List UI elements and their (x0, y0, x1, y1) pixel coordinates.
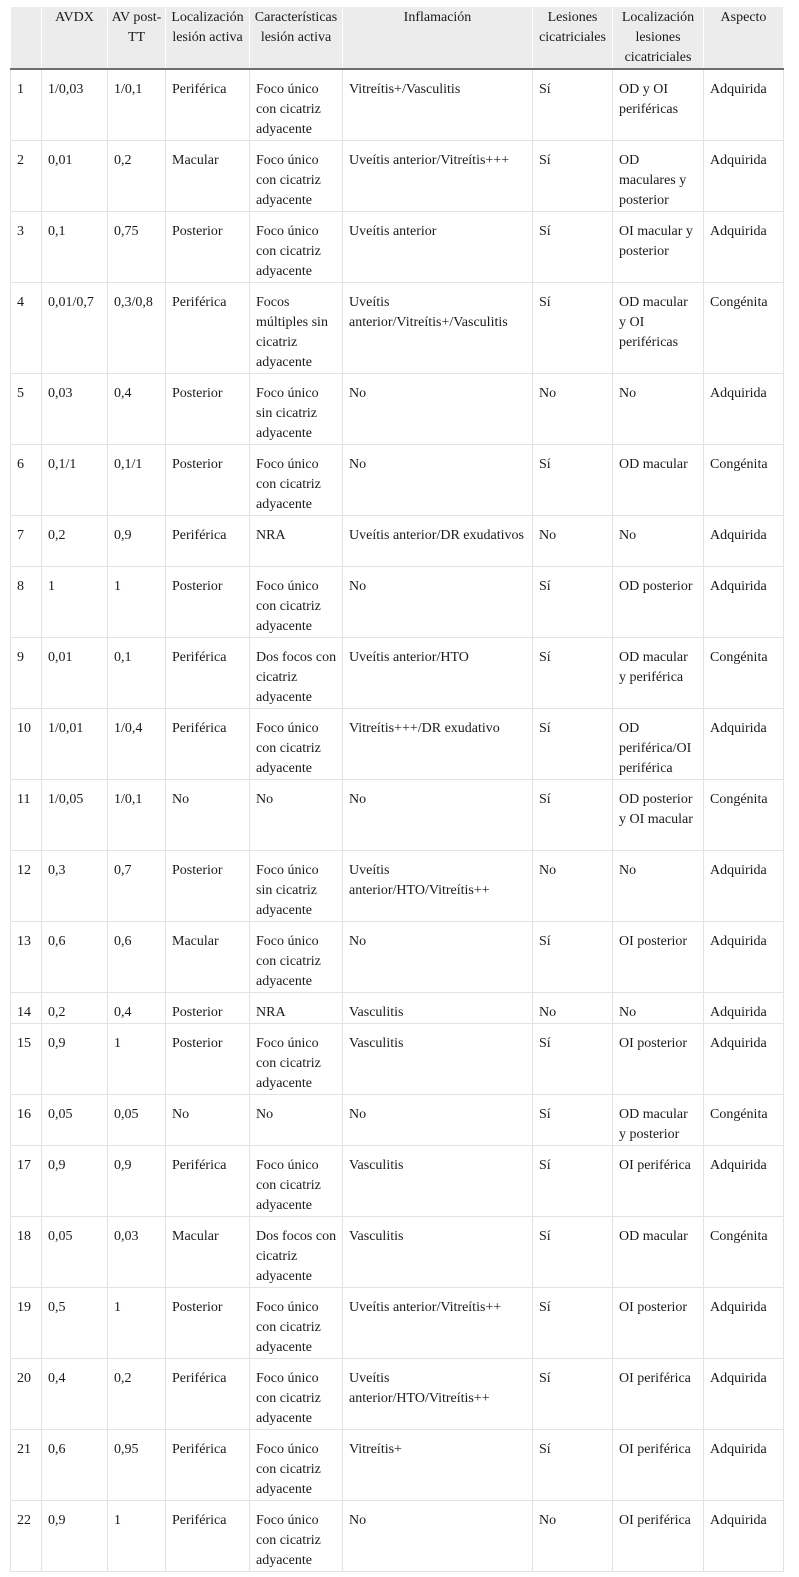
cell-caracteristicas-lesion-activa: No (250, 780, 343, 851)
cell-localizacion-lesion-activa: Periférica (166, 283, 250, 374)
cell-localizacion-lesion-activa: Posterior (166, 445, 250, 516)
table-row (11, 1024, 784, 1095)
header-cell-aspecto: Aspecto (704, 7, 784, 69)
cell-av-post-tt: 1/0,4 (108, 709, 166, 780)
cell-localizacion-lesion-activa: No (166, 780, 250, 851)
cell-localizacion-lesion-activa: Posterior (166, 212, 250, 283)
cell-index: 14 (11, 993, 42, 1024)
header-cell-inflamacion: Inflamación (343, 7, 533, 69)
cell-av-post-tt: 1 (108, 1288, 166, 1359)
cell-localizacion-lesion-activa: Periférica (166, 1359, 250, 1430)
cell-index: 16 (11, 1095, 42, 1146)
cell-lesiones-cicatriciales: Sí (533, 1217, 613, 1288)
cell-index: 3 (11, 212, 42, 283)
cell-inflamacion: Vasculitis (343, 1217, 533, 1288)
cell-caracteristicas-lesion-activa: Foco único con cicatriz adyacente (250, 1430, 343, 1501)
cell-caracteristicas-lesion-activa: Dos focos con cicatriz adyacente (250, 1217, 343, 1288)
cell-avdx: 0,2 (42, 993, 108, 1024)
cell-avdx: 1/0,03 (42, 69, 108, 141)
cell-lesiones-cicatriciales: Sí (533, 922, 613, 993)
cell-inflamacion: Vasculitis (343, 1024, 533, 1095)
cell-av-post-tt: 1 (108, 1024, 166, 1095)
header-row (11, 7, 784, 69)
header-cell-localizacion-lesion-activa: Localización lesión activa (166, 7, 250, 69)
cell-caracteristicas-lesion-activa: Foco único con cicatriz adyacente (250, 141, 343, 212)
cell-lesiones-cicatriciales: Sí (533, 709, 613, 780)
cell-index: 9 (11, 638, 42, 709)
cell-avdx: 0,4 (42, 1359, 108, 1430)
cell-aspecto: Adquirida (704, 1288, 784, 1359)
cell-lesiones-cicatriciales: No (533, 851, 613, 922)
cell-av-post-tt: 1 (108, 1501, 166, 1572)
table-row (11, 1430, 784, 1501)
cell-index: 18 (11, 1217, 42, 1288)
cell-caracteristicas-lesion-activa: Foco único con cicatriz adyacente (250, 922, 343, 993)
cell-localizacion-lesion-activa: No (166, 1095, 250, 1146)
cell-inflamacion: Uveítis anterior (343, 212, 533, 283)
cell-localizacion-lesiones-cicatriciales: OD macular y OI periféricas (613, 283, 704, 374)
cell-inflamacion: Vasculitis (343, 1146, 533, 1217)
cell-caracteristicas-lesion-activa: Foco único con cicatriz adyacente (250, 1146, 343, 1217)
cell-lesiones-cicatriciales: Sí (533, 1288, 613, 1359)
cell-localizacion-lesiones-cicatriciales: OI periférica (613, 1359, 704, 1430)
cell-aspecto: Adquirida (704, 1501, 784, 1572)
cell-inflamacion: No (343, 1501, 533, 1572)
cell-index: 10 (11, 709, 42, 780)
table-row (11, 516, 784, 567)
cell-aspecto: Congénita (704, 638, 784, 709)
cell-av-post-tt: 0,1 (108, 638, 166, 709)
cell-aspecto: Adquirida (704, 141, 784, 212)
table-row (11, 1217, 784, 1288)
header-cell-localizacion-lesiones-cicatriciales: Localización lesiones cicatriciales (613, 7, 704, 69)
cell-localizacion-lesiones-cicatriciales: No (613, 374, 704, 445)
cell-inflamacion: Vitreítis+ (343, 1430, 533, 1501)
cell-index: 7 (11, 516, 42, 567)
cell-av-post-tt: 0,6 (108, 922, 166, 993)
cell-localizacion-lesion-activa: Periférica (166, 638, 250, 709)
cell-av-post-tt: 0,03 (108, 1217, 166, 1288)
cell-localizacion-lesion-activa: Periférica (166, 1501, 250, 1572)
cell-lesiones-cicatriciales: Sí (533, 445, 613, 516)
cell-localizacion-lesion-activa: Periférica (166, 1146, 250, 1217)
cell-avdx: 0,6 (42, 1430, 108, 1501)
cell-caracteristicas-lesion-activa: NRA (250, 993, 343, 1024)
cell-caracteristicas-lesion-activa: Foco único con cicatriz adyacente (250, 709, 343, 780)
cell-index: 12 (11, 851, 42, 922)
cell-localizacion-lesiones-cicatriciales: OD periférica/OI periférica (613, 709, 704, 780)
cell-aspecto: Adquirida (704, 851, 784, 922)
table-body (11, 69, 784, 1572)
table-row (11, 1095, 784, 1146)
table-row (11, 212, 784, 283)
cell-index: 20 (11, 1359, 42, 1430)
cell-av-post-tt: 0,4 (108, 374, 166, 445)
cell-localizacion-lesion-activa: Posterior (166, 1288, 250, 1359)
cell-lesiones-cicatriciales: No (533, 993, 613, 1024)
cell-avdx: 0,2 (42, 516, 108, 567)
cell-lesiones-cicatriciales: Sí (533, 1359, 613, 1430)
cell-localizacion-lesiones-cicatriciales: OI periférica (613, 1430, 704, 1501)
cell-index: 4 (11, 283, 42, 374)
cell-caracteristicas-lesion-activa: Foco único sin cicatriz adyacente (250, 851, 343, 922)
cell-aspecto: Adquirida (704, 1430, 784, 1501)
table-row (11, 374, 784, 445)
cell-localizacion-lesion-activa: Periférica (166, 709, 250, 780)
header-cell-lesiones-cicatriciales: Lesiones cicatriciales (533, 7, 613, 69)
cell-lesiones-cicatriciales: No (533, 1501, 613, 1572)
cell-caracteristicas-lesion-activa: Foco único con cicatriz adyacente (250, 445, 343, 516)
table-row (11, 993, 784, 1024)
cell-localizacion-lesion-activa: Periférica (166, 69, 250, 141)
cell-aspecto: Congénita (704, 780, 784, 851)
table-row (11, 141, 784, 212)
cell-localizacion-lesiones-cicatriciales: OD macular (613, 445, 704, 516)
cell-index: 5 (11, 374, 42, 445)
table-row (11, 638, 784, 709)
cell-av-post-tt: 1/0,1 (108, 780, 166, 851)
cell-avdx: 0,9 (42, 1146, 108, 1217)
cell-localizacion-lesion-activa: Posterior (166, 374, 250, 445)
cell-av-post-tt: 0,9 (108, 1146, 166, 1217)
cell-localizacion-lesiones-cicatriciales: OD macular y periférica (613, 638, 704, 709)
cell-localizacion-lesiones-cicatriciales: OD posterior y OI macular (613, 780, 704, 851)
table-row (11, 1501, 784, 1572)
cell-avdx: 0,01/0,7 (42, 283, 108, 374)
cell-inflamacion: Vasculitis (343, 993, 533, 1024)
patient-table (10, 7, 784, 1572)
cell-aspecto: Adquirida (704, 69, 784, 141)
cell-localizacion-lesiones-cicatriciales: OI posterior (613, 1288, 704, 1359)
cell-inflamacion: Vitreítis+++/DR exudativo (343, 709, 533, 780)
cell-inflamacion: Uveítis anterior/DR exudativos (343, 516, 533, 567)
cell-avdx: 0,3 (42, 851, 108, 922)
cell-avdx: 0,1 (42, 212, 108, 283)
cell-avdx: 1/0,05 (42, 780, 108, 851)
cell-localizacion-lesiones-cicatriciales: OD y OI periféricas (613, 69, 704, 141)
cell-caracteristicas-lesion-activa: Foco único sin cicatriz adyacente (250, 374, 343, 445)
cell-lesiones-cicatriciales: Sí (533, 212, 613, 283)
cell-localizacion-lesiones-cicatriciales: No (613, 993, 704, 1024)
cell-localizacion-lesiones-cicatriciales: OI macular y posterior (613, 212, 704, 283)
table-row (11, 922, 784, 993)
cell-inflamacion: No (343, 780, 533, 851)
cell-inflamacion: Uveítis anterior/Vitreítis+++ (343, 141, 533, 212)
cell-inflamacion: Uveítis anterior/HTO/Vitreítis++ (343, 851, 533, 922)
cell-localizacion-lesiones-cicatriciales: No (613, 851, 704, 922)
header-cell-caracteristicas-lesion-activa: Características lesión activa (250, 7, 343, 69)
cell-aspecto: Adquirida (704, 1024, 784, 1095)
cell-caracteristicas-lesion-activa: No (250, 1095, 343, 1146)
cell-av-post-tt: 0,3/0,8 (108, 283, 166, 374)
cell-av-post-tt: 0,2 (108, 1359, 166, 1430)
cell-av-post-tt: 0,75 (108, 212, 166, 283)
cell-avdx: 0,05 (42, 1217, 108, 1288)
cell-localizacion-lesiones-cicatriciales: OD posterior (613, 567, 704, 638)
cell-inflamacion: No (343, 374, 533, 445)
cell-inflamacion: Uveítis anterior/Vitreítis+/Vasculitis (343, 283, 533, 374)
cell-lesiones-cicatriciales: Sí (533, 141, 613, 212)
cell-av-post-tt: 0,1/1 (108, 445, 166, 516)
cell-localizacion-lesion-activa: Posterior (166, 851, 250, 922)
table-row (11, 1146, 784, 1217)
cell-lesiones-cicatriciales: No (533, 374, 613, 445)
cell-localizacion-lesiones-cicatriciales: No (613, 516, 704, 567)
cell-inflamacion: No (343, 445, 533, 516)
cell-lesiones-cicatriciales: Sí (533, 69, 613, 141)
cell-localizacion-lesion-activa: Posterior (166, 1024, 250, 1095)
cell-lesiones-cicatriciales: Sí (533, 1024, 613, 1095)
cell-lesiones-cicatriciales: Sí (533, 1095, 613, 1146)
cell-localizacion-lesion-activa: Periférica (166, 1430, 250, 1501)
cell-localizacion-lesiones-cicatriciales: OI periférica (613, 1146, 704, 1217)
cell-aspecto: Congénita (704, 445, 784, 516)
cell-avdx: 1 (42, 567, 108, 638)
table-row (11, 1359, 784, 1430)
table-row (11, 567, 784, 638)
cell-localizacion-lesiones-cicatriciales: OD macular (613, 1217, 704, 1288)
cell-caracteristicas-lesion-activa: Foco único con cicatriz adyacente (250, 1359, 343, 1430)
cell-localizacion-lesion-activa: Macular (166, 141, 250, 212)
cell-index: 19 (11, 1288, 42, 1359)
cell-aspecto: Adquirida (704, 1146, 784, 1217)
cell-avdx: 0,01 (42, 638, 108, 709)
cell-lesiones-cicatriciales: Sí (533, 780, 613, 851)
cell-avdx: 0,01 (42, 141, 108, 212)
cell-caracteristicas-lesion-activa: Foco único con cicatriz adyacente (250, 1288, 343, 1359)
cell-caracteristicas-lesion-activa: NRA (250, 516, 343, 567)
cell-index: 6 (11, 445, 42, 516)
table-row (11, 709, 784, 780)
header-cell-index (11, 7, 42, 69)
cell-aspecto: Adquirida (704, 374, 784, 445)
cell-lesiones-cicatriciales: Sí (533, 638, 613, 709)
cell-av-post-tt: 0,9 (108, 516, 166, 567)
cell-inflamacion: No (343, 567, 533, 638)
cell-index: 15 (11, 1024, 42, 1095)
cell-avdx: 0,6 (42, 922, 108, 993)
cell-avdx: 0,05 (42, 1095, 108, 1146)
cell-localizacion-lesiones-cicatriciales: OD maculares y posterior (613, 141, 704, 212)
cell-aspecto: Adquirida (704, 993, 784, 1024)
cell-inflamacion: No (343, 922, 533, 993)
cell-aspecto: Adquirida (704, 212, 784, 283)
cell-aspecto: Adquirida (704, 567, 784, 638)
cell-caracteristicas-lesion-activa: Foco único con cicatriz adyacente (250, 212, 343, 283)
cell-av-post-tt: 0,2 (108, 141, 166, 212)
cell-lesiones-cicatriciales: Sí (533, 1430, 613, 1501)
cell-aspecto: Adquirida (704, 516, 784, 567)
cell-lesiones-cicatriciales: No (533, 516, 613, 567)
cell-inflamacion: Vitreítis+/Vasculitis (343, 69, 533, 141)
header-cell-avdx: AVDX (42, 7, 108, 69)
cell-localizacion-lesiones-cicatriciales: OI periférica (613, 1501, 704, 1572)
cell-aspecto: Adquirida (704, 922, 784, 993)
cell-localizacion-lesiones-cicatriciales: OD macular y posterior (613, 1095, 704, 1146)
cell-avdx: 0,9 (42, 1501, 108, 1572)
cell-av-post-tt: 1 (108, 567, 166, 638)
cell-caracteristicas-lesion-activa: Dos focos con cicatriz adyacente (250, 638, 343, 709)
table-header (11, 7, 784, 69)
cell-aspecto: Adquirida (704, 709, 784, 780)
cell-lesiones-cicatriciales: Sí (533, 1146, 613, 1217)
cell-caracteristicas-lesion-activa: Foco único con cicatriz adyacente (250, 1024, 343, 1095)
cell-index: 21 (11, 1430, 42, 1501)
table-row (11, 69, 784, 141)
cell-localizacion-lesiones-cicatriciales: OI posterior (613, 1024, 704, 1095)
cell-avdx: 0,1/1 (42, 445, 108, 516)
cell-index: 8 (11, 567, 42, 638)
cell-av-post-tt: 0,05 (108, 1095, 166, 1146)
cell-avdx: 0,03 (42, 374, 108, 445)
cell-lesiones-cicatriciales: Sí (533, 567, 613, 638)
cell-localizacion-lesion-activa: Posterior (166, 993, 250, 1024)
cell-inflamacion: Uveítis anterior/HTO (343, 638, 533, 709)
cell-av-post-tt: 1/0,1 (108, 69, 166, 141)
cell-caracteristicas-lesion-activa: Foco único con cicatriz adyacente (250, 69, 343, 141)
cell-avdx: 1/0,01 (42, 709, 108, 780)
cell-aspecto: Congénita (704, 1095, 784, 1146)
header-cell-av-post-tt: AV post-TT (108, 7, 166, 69)
cell-localizacion-lesion-activa: Periférica (166, 516, 250, 567)
table-row (11, 851, 784, 922)
cell-av-post-tt: 0,4 (108, 993, 166, 1024)
cell-localizacion-lesion-activa: Macular (166, 1217, 250, 1288)
cell-index: 13 (11, 922, 42, 993)
cell-caracteristicas-lesion-activa: Focos múltiples sin cicatriz adyacente (250, 283, 343, 374)
cell-index: 2 (11, 141, 42, 212)
table-row (11, 445, 784, 516)
cell-aspecto: Congénita (704, 283, 784, 374)
cell-av-post-tt: 0,7 (108, 851, 166, 922)
cell-av-post-tt: 0,95 (108, 1430, 166, 1501)
cell-inflamacion: No (343, 1095, 533, 1146)
table-row (11, 283, 784, 374)
cell-localizacion-lesion-activa: Posterior (166, 567, 250, 638)
cell-index: 1 (11, 69, 42, 141)
cell-inflamacion: Uveítis anterior/HTO/Vitreítis++ (343, 1359, 533, 1430)
cell-caracteristicas-lesion-activa: Foco único con cicatriz adyacente (250, 567, 343, 638)
cell-localizacion-lesiones-cicatriciales: OI posterior (613, 922, 704, 993)
table-row (11, 1288, 784, 1359)
cell-index: 11 (11, 780, 42, 851)
cell-index: 22 (11, 1501, 42, 1572)
cell-caracteristicas-lesion-activa: Foco único con cicatriz adyacente (250, 1501, 343, 1572)
cell-index: 17 (11, 1146, 42, 1217)
cell-avdx: 0,5 (42, 1288, 108, 1359)
cell-aspecto: Congénita (704, 1217, 784, 1288)
cell-lesiones-cicatriciales: Sí (533, 283, 613, 374)
cell-avdx: 0,9 (42, 1024, 108, 1095)
cell-inflamacion: Uveítis anterior/Vitreítis++ (343, 1288, 533, 1359)
cell-localizacion-lesion-activa: Macular (166, 922, 250, 993)
cell-aspecto: Adquirida (704, 1359, 784, 1430)
table-row (11, 780, 784, 851)
